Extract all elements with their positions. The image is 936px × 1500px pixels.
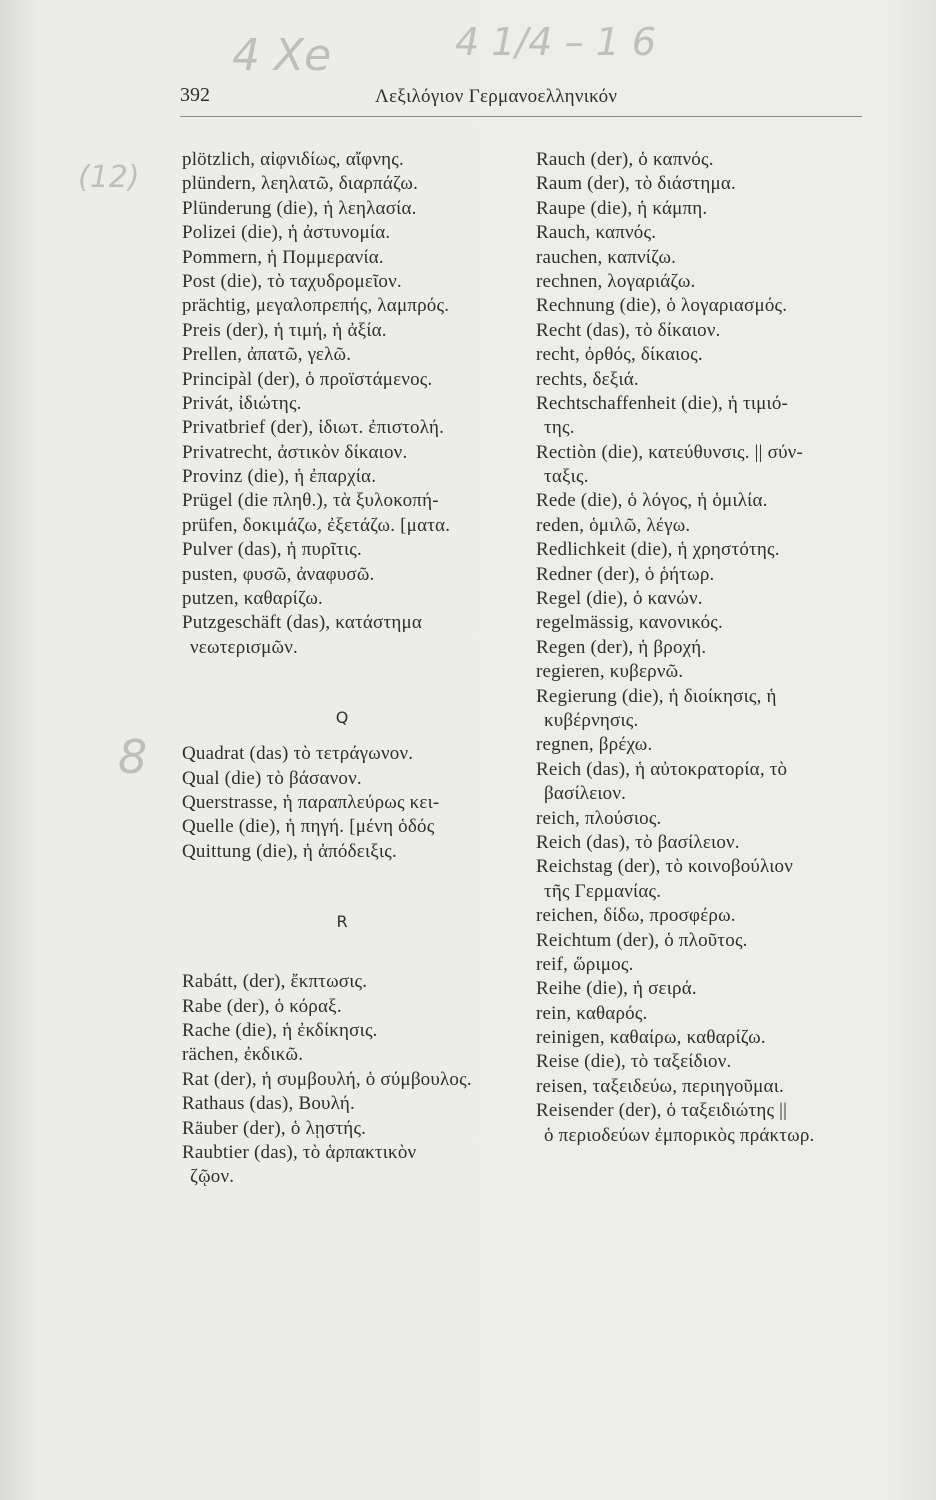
dictionary-entry: Regen (der), ἡ βροχή.: [536, 636, 707, 658]
left-column: [182, 148, 522, 1190]
dictionary-entry: rein, καθαρός.: [536, 1002, 648, 1024]
pencil-annotation-2: 4 1/4 – 1 6: [455, 20, 657, 64]
dictionary-entry: Rabe (der), ὁ κόραξ.: [182, 995, 342, 1017]
dictionary-entry: regelmässig, κανονικός.: [536, 612, 723, 634]
dictionary-entry: reisen, ταξειδεύω, περιηγοῦμαι.: [536, 1075, 784, 1097]
dictionary-entry: Reichstag (der), τὸ κοινοβούλιον: [536, 856, 793, 878]
dictionary-entry: Rede (die), ὁ λόγος, ἡ ὁμιλία.: [536, 490, 768, 512]
dictionary-entry: Rache (die), ἡ ἐκδίκησις.: [182, 1019, 378, 1041]
dictionary-entry: Raubtier (das), τὸ ἁρπακτικὸν: [182, 1141, 417, 1163]
dictionary-entry: Redlichkeit (die), ἡ χρηστότης.: [536, 539, 780, 561]
section-letter-q: Q: [335, 708, 349, 728]
pencil-annotation-3: (12): [78, 160, 140, 195]
pencil-annotation-1: 4 Xe: [232, 30, 332, 81]
dictionary-entry: pusten, φυσῶ, ἀναφυσῶ.: [182, 563, 375, 585]
dictionary-entry: Provinz (die), ἡ ἐπαρχία.: [182, 466, 377, 488]
dictionary-entry: prächtig, μεγαλοπρεπής, λαμπρός.: [182, 295, 450, 317]
dictionary-entry: Reisender (der), ὁ ταξειδιώτης ||: [536, 1100, 788, 1122]
dictionary-entry: Recht (das), τὸ δίκαιον.: [536, 319, 721, 341]
dictionary-entry: plötzlich, αἰφνιδίως, αἴφνης.: [182, 149, 404, 170]
dictionary-entry: rechnen, λογαριάζω.: [536, 270, 696, 292]
dictionary-entry: Rechnung (die), ὁ λογαριασμός.: [536, 295, 788, 317]
dictionary-entry: Regierung (die), ἡ διοίκησις, ἡ: [536, 685, 777, 707]
dictionary-entry: regieren, κυβερνῶ.: [536, 661, 684, 683]
dictionary-entry: Rabátt, (der), ἔκπτωσις.: [182, 971, 368, 993]
dictionary-entry: Plünderung (die), ἡ λεηλασία.: [182, 197, 417, 219]
dictionary-entry: Post (die), τὸ ταχυδρομεῖον.: [182, 270, 402, 292]
dictionary-entry: rechts, δεξιά.: [536, 368, 639, 390]
dictionary-entry: reinigen, καθαίρω, καθαρίζω.: [536, 1027, 766, 1049]
dictionary-entry-continuation: της.: [544, 417, 575, 439]
dictionary-entry-continuation: κυβέρνησις.: [544, 709, 639, 731]
dictionary-entry-continuation: βασίλειον.: [544, 783, 627, 805]
dictionary-entry: putzen, καθαρίζω.: [182, 588, 323, 610]
dictionary-entry: Rathaus (das), Βουλή.: [182, 1093, 355, 1115]
dictionary-entry: Raupe (die), ἡ κάμπη.: [536, 197, 708, 219]
dictionary-entry: plündern, λεηλατῶ, διαρπάζω.: [182, 173, 419, 195]
dictionary-entry-continuation: ὁ περιοδεύων ἐμπορικὸς πράκτωρ.: [544, 1124, 815, 1146]
dictionary-entry: Reich (das), ἡ αὐτοκρατορία, τὸ: [536, 758, 788, 780]
dictionary-entry: regnen, βρέχω.: [536, 734, 653, 756]
dictionary-entry: Reichtum (der), ὁ πλοῦτος.: [536, 929, 748, 951]
dictionary-entry: Rat (der), ἡ συμβουλή, ὁ σύμβουλος.: [182, 1068, 472, 1090]
dictionary-entry: Reihe (die), ἡ σειρά.: [536, 978, 697, 1000]
dictionary-entry: Rectiòn (die), κατεύθυνσις. || σύν-: [536, 441, 803, 463]
dictionary-entry: Rechtschaffenheit (die), ἡ τιμιό-: [536, 392, 789, 414]
dictionary-entry: Privatbrief (der), ἰδιωτ. ἐπιστολή.: [182, 417, 445, 439]
dictionary-entry: Redner (der), ὁ ῥήτωρ.: [536, 563, 715, 585]
dictionary-entry-continuation: νεωτερισμῶν.: [190, 636, 298, 658]
dictionary-entry: Preis (der), ἡ τιμή, ἡ ἀξία.: [182, 319, 387, 341]
page-number: 392: [180, 84, 210, 106]
dictionary-entry: Reich (das), τὸ βασίλειον.: [536, 831, 740, 853]
dictionary-entry: reif, ὥριμος.: [536, 953, 634, 975]
dictionary-entry: Polizei (die), ἡ ἀστυνομία.: [182, 222, 391, 244]
dictionary-entry: Qual (die) τὸ βάσανον.: [182, 767, 362, 789]
dictionary-entry: Quittung (die), ἡ ἀπόδειξις.: [182, 840, 397, 862]
running-title: Λεξιλόγιον Γερμανοελληνικόν: [375, 86, 618, 107]
dictionary-entry: Räuber (der), ὁ λῃστής.: [182, 1117, 367, 1139]
dictionary-entry-continuation: ταξις.: [544, 466, 589, 488]
dictionary-entry: Principàl (der), ὁ προϊστάμενος.: [182, 368, 433, 390]
page-header: [180, 84, 862, 117]
dictionary-entry: Prügel (die πληθ.), τὰ ξυλοκοπή-: [182, 490, 439, 512]
section-letter-r: R: [336, 912, 348, 932]
dictionary-entry: Privát, ἰδιώτης.: [182, 392, 302, 414]
dictionary-entry: Rauch, καπνός.: [536, 222, 657, 244]
pencil-annotation-4: 8: [118, 730, 148, 784]
right-column: [536, 148, 876, 1148]
dictionary-entry: rächen, ἐκδικῶ.: [182, 1044, 304, 1066]
dictionary-entry: Prellen, ἀπατῶ, γελῶ.: [182, 344, 352, 366]
dictionary-entry: reich, πλούσιος.: [536, 807, 662, 829]
dictionary-entry: prüfen, δοκιμάζω, ἐξετάζω. [ματα.: [182, 514, 451, 536]
dictionary-entry: Reise (die), τὸ ταξείδιον.: [536, 1051, 732, 1073]
dictionary-entry: reichen, δίδω, προσφέρω.: [536, 905, 736, 927]
dictionary-entry: Quadrat (das) τὸ τετράγωνον.: [182, 743, 414, 765]
dictionary-entry: Rauch (der), ὁ καπνός.: [536, 149, 714, 170]
dictionary-entry: Raum (der), τὸ διάστημα.: [536, 173, 736, 195]
dictionary-entry: Pulver (das), ἡ πυρῖτις.: [182, 539, 362, 561]
dictionary-entry: recht, ὀρθός, δίκαιος.: [536, 344, 703, 366]
dictionary-entry: Pommern, ἡ Πομμερανία.: [182, 246, 384, 268]
dictionary-entry-continuation: ζῷον.: [190, 1166, 235, 1188]
dictionary-entry: Privatrecht, ἀστικὸν δίκαιον.: [182, 441, 408, 463]
dictionary-entry: Putzgeschäft (das), κατάστημα: [182, 612, 423, 634]
dictionary-entry: Regel (die), ὁ κανών.: [536, 588, 703, 610]
dictionary-entry: Querstrasse, ἡ παραπλεύρως κει-: [182, 791, 440, 813]
dictionary-entry: Quelle (die), ἡ πηγή. [μένη ὁδός: [182, 816, 435, 838]
dictionary-entry: reden, ὁμιλῶ, λέγω.: [536, 514, 691, 536]
dictionary-entry-continuation: τῆς Γερμανίας.: [544, 880, 662, 902]
dictionary-entry: rauchen, καπνίζω.: [536, 246, 677, 268]
